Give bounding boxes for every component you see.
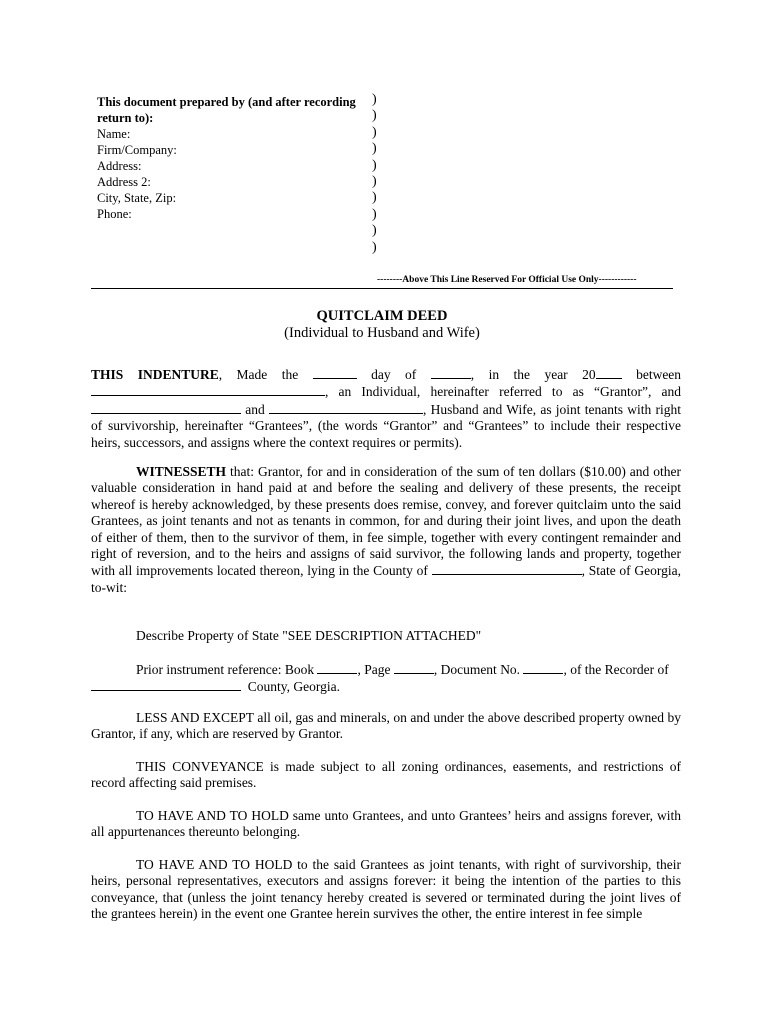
bracket: ) xyxy=(372,174,377,190)
habendum-paragraph xyxy=(91,808,681,841)
address2-label: Address 2: xyxy=(97,175,151,189)
divider xyxy=(91,288,673,289)
describe-text: Describe Property of State "SEE DESCRIPTION ATTACHED" xyxy=(136,628,482,643)
grantor-blank[interactable] xyxy=(91,383,325,396)
recorder-county-blank[interactable] xyxy=(91,678,241,691)
text: County, Georgia. xyxy=(247,679,340,695)
bracket-column xyxy=(372,92,384,256)
text: that: Grantor, for and in consideration of the sum of ten dollars ($10.00) and other valuable consideration in hand paid at and before the sealing and delivery of these presents, the receipt whereof is hereby acknowledged, by these presents does remise, convey, and forever quitclaim unto the said Grantees, as joint tenants and not as tenants in common, for and during their joint lives, and upon the death of either of them, then to the survivor of them, in fee simple, together with every contingent remainder and right of reversion, and to the heirs and assigns of said survivor, the following lands and property, together with all improvements located thereon, lying in the County of xyxy=(91,464,681,579)
grantee2-blank[interactable] xyxy=(269,401,423,414)
document-subtitle: (Individual to Husband and Wife) xyxy=(284,325,480,341)
prepared-by-label: This document prepared by (and after recording return to): xyxy=(97,95,356,125)
document-no-blank[interactable] xyxy=(523,661,563,674)
bracket: ) xyxy=(372,92,377,107)
firm-label: Firm/Company: xyxy=(97,143,177,157)
city-state-zip-label: City, State, Zip: xyxy=(97,191,177,205)
document-title: QUITCLAIM DEED xyxy=(316,308,448,324)
bracket: ) xyxy=(372,190,377,206)
preparer-block xyxy=(97,94,377,222)
page-blank[interactable] xyxy=(394,661,434,674)
text: , in the year 20 xyxy=(470,367,596,382)
text: , State of Georgia, to-wit: xyxy=(91,563,681,595)
prior-instrument-paragraph xyxy=(91,661,681,696)
indenture-lead: THIS INDENTURE xyxy=(91,367,219,382)
text: , Page xyxy=(357,662,391,677)
phone-label: Phone: xyxy=(97,207,132,221)
text: , Made the xyxy=(218,367,299,382)
less-except-text: LESS AND EXCEPT all oil, gas and minerals, on and under the above described property owned by Grantor, if any, which are reserved by Grantor. xyxy=(91,710,681,742)
day-blank[interactable] xyxy=(313,366,357,379)
survivorship-paragraph xyxy=(91,857,681,923)
text: , Husband and Wife, as joint tenants with right of survivorship, hereinafter “Grantees”, (the words “Grantor” and “Grantees” to include their respective heirs, successors, and assigns where the context requires or permits). xyxy=(91,401,681,450)
text: Prior instrument reference: Book xyxy=(136,662,315,677)
text: day of xyxy=(371,367,417,382)
address-label: Address: xyxy=(97,159,142,173)
text: , an Individual, hereinafter referred to as “Grantor”, and xyxy=(325,384,681,400)
name-label: Name: xyxy=(97,127,131,141)
bracket: ) xyxy=(372,206,377,222)
bracket: ) xyxy=(372,157,377,173)
text: between xyxy=(636,367,682,382)
habendum-text: TO HAVE AND TO HOLD same unto Grantees, and unto Grantees’ heirs and assigns forever, with all appurtenances thereunto belonging. xyxy=(91,808,681,840)
title-block xyxy=(91,308,673,342)
text: and xyxy=(245,401,265,417)
survivorship-text: TO HAVE AND TO HOLD to the said Grantees as joint tenants, with right of survivorship, their heirs, personal representatives, executors and assigns forever: it being the intention of the parties to this conveyance, that (unless the joint tenancy hereby created is severed or terminated during the joint lives of the grantees herein) in the event one Grantee herein survives the other, the entire interest in fee simple xyxy=(91,857,681,922)
grantee1-blank[interactable] xyxy=(91,401,241,414)
text: , of the Recorder of xyxy=(563,662,669,677)
conveyance-text: THIS CONVEYANCE is made subject to all zoning ordinances, easements, and restrictions of record affecting said premises. xyxy=(91,759,681,791)
text: , Document No. xyxy=(433,662,521,677)
bracket: ) xyxy=(372,223,377,239)
bracket: ) xyxy=(372,141,377,157)
conveyance-paragraph xyxy=(91,759,681,792)
bracket: ) xyxy=(372,108,377,124)
witnesseth-lead: WITNESSETH xyxy=(136,464,227,479)
bracket: ) xyxy=(372,124,377,140)
witnesseth-paragraph xyxy=(91,464,681,596)
month-blank[interactable] xyxy=(431,366,471,379)
county-blank[interactable] xyxy=(432,562,582,575)
bracket: ) xyxy=(372,239,377,255)
describe-paragraph xyxy=(91,628,681,644)
official-use-line: --------Above This Line Reserved For Official Use Only------------ xyxy=(377,275,637,285)
book-blank[interactable] xyxy=(317,661,357,674)
indenture-paragraph xyxy=(91,366,681,451)
year-blank[interactable] xyxy=(596,366,622,379)
less-except-paragraph xyxy=(91,710,681,743)
